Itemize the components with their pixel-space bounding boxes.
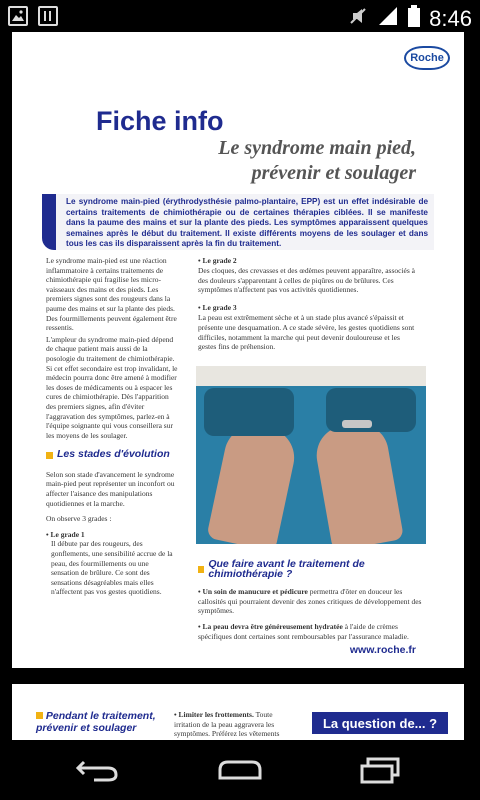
document-page-2 bbox=[12, 684, 464, 740]
watch bbox=[342, 420, 372, 428]
photo-background-wall bbox=[196, 366, 426, 386]
mute-icon bbox=[347, 5, 369, 32]
right-hand-shape bbox=[312, 419, 404, 544]
section-heading-label: Les stades d'évolution bbox=[57, 448, 170, 461]
back-button[interactable] bbox=[74, 756, 122, 784]
section-heading-label: Pendant le traitement, prévenir et soulager bbox=[36, 710, 156, 734]
paragraph: L'ampleur du syndrome main-pied dépend de chaque patient mais aussi de la posologie du traitement de chimiothérapie. Si cet effet secondaire est trop invalidant, le médecin pourra donc être amené à modifier les doses de médicaments ou à espacer les cures de chimiothérapie. Dès l'apparition des premiers signes, afin d'éviter l'aggravation des symptômes, parlez-en à l'équipe soignante qui vous conseillera sur les moyens de les soulager. bbox=[46, 334, 178, 440]
page-subtitle bbox=[218, 136, 416, 186]
right-column-grades bbox=[198, 256, 416, 360]
left-column bbox=[46, 256, 178, 597]
question-box: La question de... ? bbox=[312, 712, 448, 734]
subtitle-line-2: prévenir et soulager bbox=[251, 162, 416, 184]
bullet-text: à l'aide de crèmes spécifiques dont certaines sont remboursables par l'assurance maladie. bbox=[198, 621, 409, 641]
bullet-square-icon bbox=[36, 712, 43, 719]
home-icon bbox=[216, 756, 264, 784]
bullet-text: permettra d'ôter en douceur les callosités qui pourraient devenir des zones critiques de développement des symptômes. bbox=[198, 587, 422, 616]
status-bar bbox=[0, 0, 480, 32]
section-before-treatment bbox=[198, 560, 428, 647]
bullet-item bbox=[174, 710, 294, 739]
bullet-square-icon bbox=[198, 566, 204, 573]
document-page bbox=[12, 32, 464, 668]
paragraph: Le syndrome main-pied est une réaction inflammatoire à certains traitements de chimiothérapie qui fragilise les micro-vaisseaux des mains et des pieds. Les premiers signes sont des rougeurs dans la paume des mains et sur la plante des pieds. Des fourmillements peuvent également être ressentis. bbox=[46, 256, 177, 333]
image-icon bbox=[8, 6, 28, 26]
bullet-strong: • Un soin de manucure et pédicure bbox=[198, 587, 308, 597]
bullet-text: Toute irritation de la peau aggravera les symptômes. Préférez les vêtements bbox=[174, 710, 280, 739]
recent-apps-icon bbox=[358, 756, 406, 784]
grade-heading: • Le grade 2 bbox=[198, 256, 237, 265]
subtitle-line-1: Le syndrome main pied, bbox=[218, 137, 416, 159]
section-heading-pendant bbox=[36, 710, 176, 734]
sleeve-left bbox=[204, 388, 294, 436]
bullet-square-icon bbox=[46, 452, 53, 459]
battery-icon bbox=[407, 4, 421, 33]
grade-3-block bbox=[198, 303, 416, 352]
paragraph: Selon son stade d'avancement le syndrome main-pied peut représenter un inconfort ou affecter l'aisance des manipulations quotidiennes et la marche. bbox=[46, 469, 175, 508]
bullet-strong: • La peau devra être généreusement hydratée bbox=[198, 621, 343, 631]
section-heading-label: Que faire avant le traitement de chimiothérapie ? bbox=[208, 558, 365, 580]
grade-text: Des cloques, des crevasses et des œdèmes peuvent apparaître, associés à des douleurs s'apparentant à celles de piqûres ou de brûlures. Ces symptômes n'affectent pas vos activités quotidiennes. bbox=[198, 265, 416, 295]
section-heading-avant bbox=[198, 560, 428, 579]
grade-text: Il débute par des rougeurs, des gonflements, une sensibilité accrue de la peau, des fourmillements ou une sensation de brûlure. Ce sont des sensations désagréables mais elles n'affectent pas vos gestes quotidiens. bbox=[51, 539, 173, 597]
grade-2-block bbox=[198, 256, 416, 295]
hands-photo bbox=[196, 366, 426, 544]
bullet-strong: • Limiter les frottements. bbox=[174, 710, 254, 719]
clock: 8:46 bbox=[429, 5, 472, 31]
section-heading-stades bbox=[46, 450, 178, 460]
home-button[interactable] bbox=[216, 756, 264, 784]
grade-heading: • Le grade 1 bbox=[46, 529, 85, 539]
website-link[interactable]: www.roche.fr bbox=[349, 644, 416, 656]
grade-text: La peau est extrêmement sèche et à un stade plus avancé s'épaissit et présente une desquamation. A ce stade sévère, les gestes quotidiens sont difficiles, notamment la marche qui peut devenir douloureuse et les gestes fins de préhension. bbox=[198, 312, 415, 352]
document-icon bbox=[38, 6, 58, 26]
left-hand-shape bbox=[206, 420, 299, 544]
paragraph: On observe 3 grades : bbox=[46, 514, 112, 524]
recent-apps-button[interactable] bbox=[358, 756, 406, 784]
intro-box: Le syndrome main-pied (érythrodysthésie palmo-plantaire, EPP) est un effet indésirable de certains traitements de chimiothérapie ou de certaines thérapies ciblées. Il se manifeste dans la paume des mains et sur la plante des pieds. Les symptômes apparaissent quelques semaines après le début du traitement. Il existe différents moyens de les soulager et dans tous les cas ils disparaissent après la fin du traitement. bbox=[42, 194, 434, 250]
signal-icon bbox=[377, 5, 399, 32]
navigation-bar bbox=[0, 740, 480, 800]
grade-heading: • Le grade 3 bbox=[198, 303, 237, 313]
grade-1-block bbox=[46, 530, 178, 597]
bullet-item bbox=[198, 622, 428, 641]
roche-logo: Roche bbox=[404, 46, 450, 70]
page-title: Fiche info bbox=[96, 106, 224, 136]
back-arrow-icon bbox=[74, 756, 122, 784]
bullet-item bbox=[198, 587, 428, 616]
document-viewer[interactable] bbox=[0, 32, 480, 740]
